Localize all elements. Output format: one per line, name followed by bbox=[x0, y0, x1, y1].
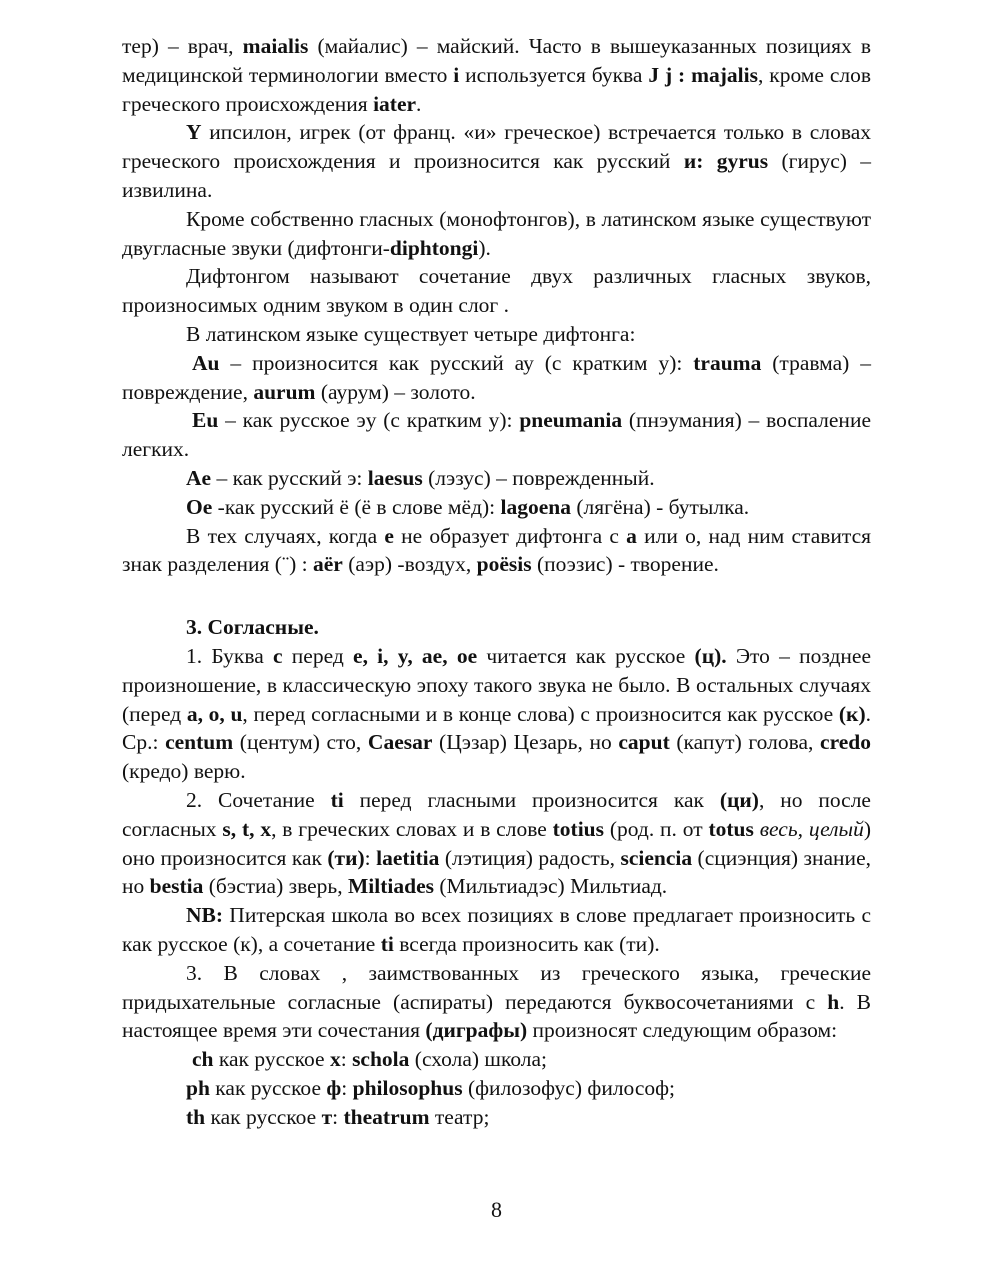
bold-term: laesus bbox=[367, 465, 423, 490]
bold-term: c bbox=[273, 643, 283, 668]
text-run: . bbox=[416, 91, 422, 116]
text-run: : bbox=[340, 1047, 353, 1072]
paragraph-eu bbox=[122, 406, 871, 464]
text-run: Кроме собственно гласных (монофтонгов), в латинском языке существуют двугласные звуки (дифтонги- bbox=[122, 206, 871, 260]
paragraph-ti bbox=[122, 786, 871, 901]
bold-term: laetitia bbox=[376, 845, 440, 870]
bold-term: Oe bbox=[186, 494, 213, 519]
text-run: как русское bbox=[209, 1075, 327, 1100]
text-run: используется буква bbox=[459, 62, 649, 87]
bold-term: х bbox=[329, 1047, 341, 1072]
bold-term: iater bbox=[373, 91, 417, 116]
italic-term: весь, целый bbox=[759, 816, 864, 841]
page-number: 8 bbox=[491, 1197, 502, 1222]
bold-term: (ц). bbox=[694, 643, 727, 668]
bold-term: caput bbox=[618, 730, 670, 755]
bold-term: poёsis bbox=[476, 552, 532, 577]
bold-term: ch bbox=[192, 1047, 214, 1072]
section-heading: 3. Согласные. bbox=[186, 615, 319, 640]
text-run: , в греческих словах и в слове bbox=[271, 816, 553, 841]
bold-term: ti bbox=[330, 787, 344, 812]
section-vowels bbox=[122, 32, 871, 579]
text-run: Питерская школа во всех позициях в слове предлагает произносить с как русское (к), а сочетание bbox=[122, 903, 871, 956]
text-run: (филозофус) философ; bbox=[462, 1075, 676, 1100]
bold-term: Eu bbox=[192, 408, 219, 433]
text-run: ) оно произносится как bbox=[122, 816, 871, 870]
bold-term: aurum bbox=[253, 379, 316, 404]
text-run: : bbox=[332, 1104, 344, 1129]
text-run bbox=[703, 149, 716, 173]
text-run: перед гласными произносится как bbox=[343, 787, 720, 812]
text-run: (гирус) – извилина. bbox=[122, 149, 872, 202]
text-run: (лэзус) – поврежденный. bbox=[422, 465, 655, 490]
paragraph-oe bbox=[122, 493, 871, 522]
bold-term: (к) bbox=[838, 701, 866, 726]
bold-term: totius bbox=[552, 816, 604, 841]
text-run: театр; bbox=[429, 1104, 490, 1129]
bold-term: ph bbox=[186, 1075, 210, 1100]
bold-term: h bbox=[827, 989, 840, 1014]
text-run: Это – позднее произношение, в классическую эпоху такого звука не было. В остальных случаях (перед bbox=[122, 643, 872, 726]
bold-term: philosophus bbox=[352, 1075, 463, 1100]
paragraph-maialis bbox=[122, 32, 871, 118]
bold-term: (диграфы) bbox=[425, 1018, 528, 1043]
paragraph-greek-aspirates bbox=[122, 959, 871, 1045]
text-run: (поэзис) - творение. bbox=[531, 552, 719, 577]
paragraph-ypsilon bbox=[122, 118, 871, 204]
bold-term: Miltiades bbox=[347, 874, 434, 899]
text-run: (аурум) – золото. bbox=[315, 379, 476, 404]
bold-term: a bbox=[626, 523, 637, 548]
bold-term: ti bbox=[380, 931, 394, 956]
paragraph-nb bbox=[122, 901, 871, 959]
text-run: не образует дифтонга с bbox=[393, 523, 627, 548]
text-run: ). bbox=[478, 235, 491, 260]
bold-term: e, i, y, ae, oe bbox=[353, 643, 478, 668]
text-run: (капут) голова, bbox=[669, 730, 821, 755]
bold-term: sciencia bbox=[620, 845, 693, 870]
bold-term: e bbox=[384, 523, 394, 548]
bold-term: credo bbox=[820, 730, 871, 755]
text-run: (схола) школа; bbox=[409, 1047, 548, 1072]
paragraph-letter-c bbox=[122, 642, 871, 786]
text-run: как русское bbox=[205, 1104, 322, 1129]
bold-term: i bbox=[453, 62, 460, 87]
text-run: (майалис) – майский. Часто в вышеуказанных позициях в медицинской терминологии вместо bbox=[122, 34, 871, 87]
bold-term: lagoena bbox=[500, 494, 571, 519]
text-run: тер) – врач, bbox=[122, 34, 243, 58]
bold-term: schola bbox=[352, 1047, 410, 1072]
bold-term: gyrus bbox=[716, 149, 769, 174]
bold-term: ф bbox=[326, 1075, 342, 1100]
text-run: , перед согласными и в конце слова) с произносится как русское bbox=[242, 701, 839, 726]
text-run: , кроме слов греческого происхождения bbox=[122, 62, 872, 116]
bold-term: Ae bbox=[186, 465, 212, 490]
text-run: , но после согласных bbox=[122, 787, 871, 841]
text-run: (кредо) верю. bbox=[122, 759, 246, 784]
text-run: как русское bbox=[213, 1047, 330, 1072]
bold-term: т bbox=[321, 1104, 333, 1129]
bold-term: centum bbox=[165, 730, 234, 755]
text-run: 2. Сочетание bbox=[186, 787, 331, 812]
text-run: (лэтиция) радость, bbox=[439, 845, 621, 870]
section-consonants bbox=[122, 613, 871, 1131]
text-run: : bbox=[341, 1075, 353, 1100]
bold-term: th bbox=[186, 1104, 206, 1129]
text-run: (пнэумания) – воспаление легких. bbox=[122, 408, 871, 462]
paragraph-au bbox=[122, 349, 871, 407]
bold-term: pneumania bbox=[519, 408, 623, 433]
text-run: ипсилон, игрек (от франц. «и» греческое) встречается только в словах греческого происхождения и произносится как русский bbox=[122, 120, 871, 174]
bold-term: majalis bbox=[691, 62, 758, 87]
digraph-ch bbox=[122, 1045, 871, 1074]
bold-term: totus bbox=[708, 816, 754, 841]
text-run: перед bbox=[282, 643, 354, 668]
section-gap bbox=[122, 579, 871, 613]
text-run: -как русский ё (ё в слове мёд): bbox=[212, 494, 501, 519]
bold-term: Y bbox=[186, 120, 202, 145]
bold-term: bestia bbox=[149, 874, 204, 899]
text-run: произносят следующим образом: bbox=[527, 1018, 838, 1043]
bold-term: maialis bbox=[242, 34, 309, 58]
paragraph-diaeresis bbox=[122, 522, 871, 580]
text-run: (Мильтиадэс) Мильтиад. bbox=[433, 874, 668, 899]
text-run: (центум) сто, bbox=[233, 730, 368, 755]
paragraph-diphthong-definition bbox=[122, 262, 871, 320]
text-run: : bbox=[364, 845, 377, 870]
paragraph-four-diphthongs bbox=[122, 320, 871, 349]
bold-term: Caesar bbox=[367, 730, 433, 755]
bold-term: NB: bbox=[186, 903, 224, 928]
text-run: (лягёна) - бутылка. bbox=[571, 494, 750, 519]
bold-term: aёr bbox=[313, 552, 343, 577]
bold-term: diphtongi bbox=[389, 235, 479, 260]
text-run: – как русский э: bbox=[211, 465, 368, 490]
text-run: . Ср.: bbox=[122, 701, 871, 755]
text-run: В тех случаях, когда bbox=[186, 523, 385, 548]
text-run: 3. В словах , заимствованных из греческого языка, греческие придыхательные согласные (аспираты) передаются буквосочетаниями с bbox=[122, 960, 871, 1014]
bold-term: theatrum bbox=[343, 1104, 430, 1129]
text-run: (сциэнция) знание, но bbox=[122, 845, 871, 899]
bold-term: и: bbox=[683, 149, 704, 174]
text-run: Дифтонгом называют сочетание двух различных гласных звуков, произносимых одним звуком в один слог . bbox=[122, 264, 871, 318]
bold-term: s, t, x bbox=[222, 816, 272, 841]
bold-term: Au bbox=[192, 350, 220, 375]
text-run: 1. Буква bbox=[186, 643, 274, 668]
bold-term: trauma bbox=[693, 350, 762, 375]
text-run: (бэстиа) зверь, bbox=[203, 874, 348, 899]
bold-term: J j : bbox=[648, 62, 686, 87]
text-run: (род. п. от bbox=[604, 816, 709, 841]
text-run: . В настоящее время эти сочестания bbox=[122, 989, 871, 1043]
text-run: читается как русское bbox=[477, 643, 695, 668]
text-run: (Цэзар) Цезарь, но bbox=[432, 730, 619, 755]
bold-term: (ци) bbox=[719, 787, 759, 812]
text-run: (травма) – повреждение, bbox=[122, 350, 871, 404]
paragraph-ae bbox=[122, 464, 871, 493]
text-run: (аэр) -воздух, bbox=[342, 552, 477, 577]
text-run: – произносится как русский ау (с кратким у): bbox=[219, 350, 694, 375]
text-run: – как русское эу (с кратким у): bbox=[218, 408, 520, 433]
bold-term: (ти) bbox=[327, 845, 365, 870]
bold-term: a, o, u bbox=[186, 701, 243, 726]
text-run: всегда произносить как (ти). bbox=[393, 931, 660, 956]
text-run: В латинском языке существует четыре дифтонга: bbox=[186, 321, 636, 346]
digraph-th bbox=[122, 1103, 871, 1132]
digraph-ph bbox=[122, 1074, 871, 1103]
paragraph-diphthongs-intro bbox=[122, 205, 871, 263]
text-run: или о, над ним ставится знак разделения (¨) : bbox=[122, 523, 871, 577]
